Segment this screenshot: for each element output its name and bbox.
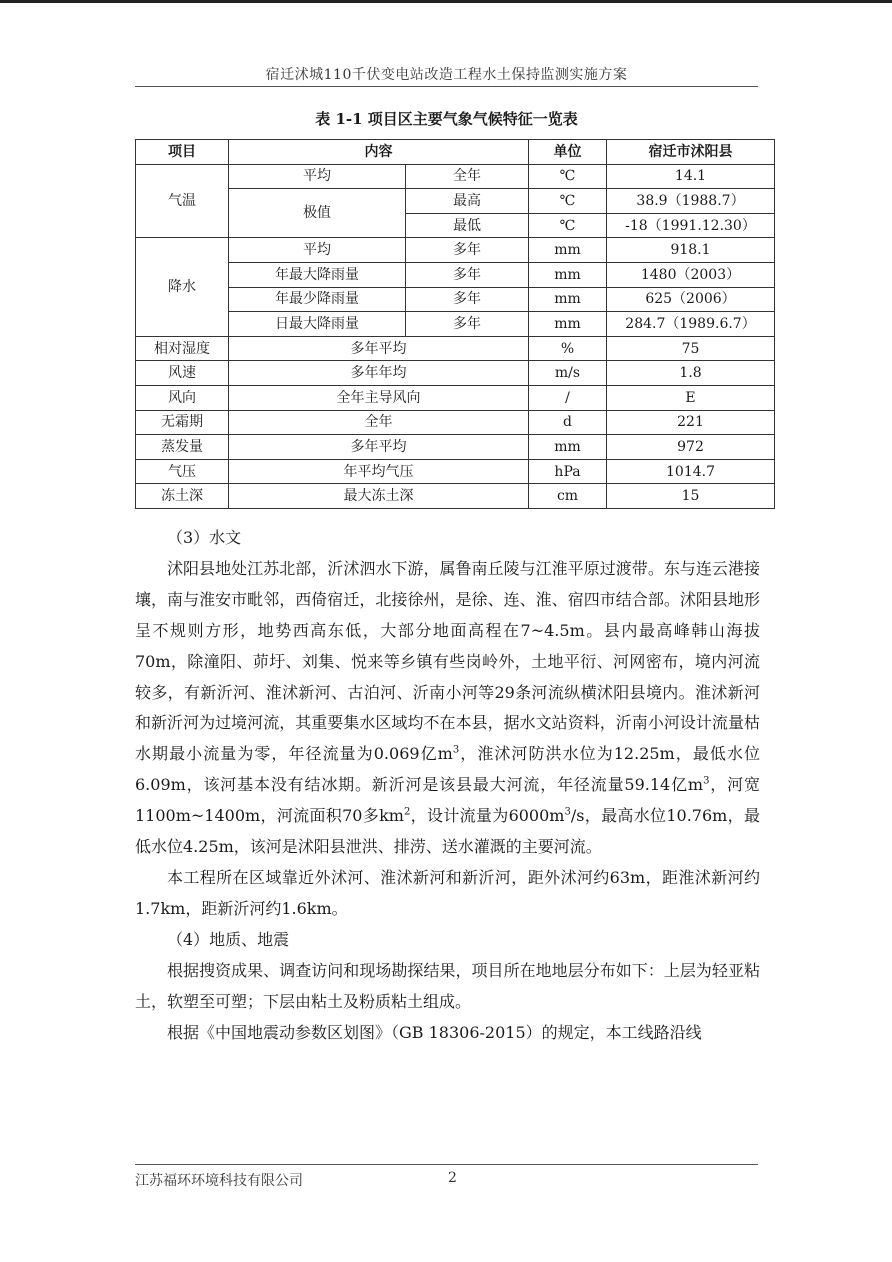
row-content: 全年 xyxy=(229,410,529,435)
precip-name: 年最大降雨量 xyxy=(229,262,406,287)
geology-heading: （4）地质、地震 xyxy=(167,929,290,949)
table-row xyxy=(136,312,775,337)
row-unit: cm xyxy=(529,484,607,509)
precip-unit: mm xyxy=(529,287,607,312)
header-location: 宿迁市沭阳县 xyxy=(607,140,775,165)
precip-name: 年最少降雨量 xyxy=(229,287,406,312)
precip-value: 284.7（1989.6.7） xyxy=(607,312,775,337)
row-unit: m/s xyxy=(529,361,607,386)
text-span: ，淮沭河防洪水位为12.25m，最低水位6.09m，该河基本没有结冰期。新沂河是该县最大河流，年径流量59.14亿m xyxy=(135,744,760,795)
row-item: 相对湿度 xyxy=(136,336,229,361)
table-row xyxy=(136,238,775,263)
table-row xyxy=(136,189,775,214)
precip-period: 多年 xyxy=(406,287,529,312)
precip-value: 1480（2003） xyxy=(607,262,775,287)
precip-unit: mm xyxy=(529,238,607,263)
row-content: 全年主导风向 xyxy=(229,385,529,410)
superscript: 3 xyxy=(564,806,571,818)
precip-value: 625（2006） xyxy=(607,287,775,312)
header-unit: 单位 xyxy=(529,140,607,165)
temperature-label: 气温 xyxy=(136,164,229,238)
hydrology-paragraph-2: 本工程所在区域靠近外沭河、淮沭新河和新沂河，距外沭河约63m，距淮沭新河约1.7km，距新沂河约1.6km。 xyxy=(135,867,760,918)
table-row xyxy=(136,435,775,460)
precipitation-label: 降水 xyxy=(136,238,229,336)
precip-unit: mm xyxy=(529,262,607,287)
top-border xyxy=(0,0,892,3)
precip-period: 多年 xyxy=(406,238,529,263)
row-value: 1.8 xyxy=(607,361,775,386)
header-content: 内容 xyxy=(229,140,529,165)
table-row xyxy=(136,484,775,509)
temp-min-value: -18（1991.12.30） xyxy=(607,213,775,238)
row-content: 多年年均 xyxy=(229,361,529,386)
temp-max-value: 38.9（1988.7） xyxy=(607,189,775,214)
row-value: E xyxy=(607,385,775,410)
hydrology-heading: （3）水文 xyxy=(167,528,242,547)
page-header: 宿迁沭城110千伏变电站改造工程水土保持监测实施方案 xyxy=(265,67,628,83)
superscript: 3 xyxy=(703,775,710,787)
temp-max-unit: ℃ xyxy=(529,189,607,214)
precip-name: 平均 xyxy=(229,238,406,263)
geology-paragraph: 根据搜资成果、调查访问和现场勘探结果，项目所在地地层分布如下：上层为轻亚粘土，软塑至可塑；下层由粘土及粉质粘土组成。 xyxy=(135,960,760,1011)
row-content: 多年平均 xyxy=(229,435,529,460)
footer-company: 江苏福环环境科技有限公司 xyxy=(135,1173,303,1189)
table-caption: 表 1-1 项目区主要气象气候特征一览表 xyxy=(315,110,578,128)
temp-min-unit: ℃ xyxy=(529,213,607,238)
row-content: 年平均气压 xyxy=(229,459,529,484)
footer-divider xyxy=(135,1164,758,1165)
precip-period: 多年 xyxy=(406,312,529,337)
text-span: ，河宽1100m~1400m，河流面积70多km xyxy=(135,775,760,826)
header-item: 项目 xyxy=(136,140,229,165)
temp-avg-period: 全年 xyxy=(406,164,529,189)
row-content: 最大冻土深 xyxy=(229,484,529,509)
geology-paragraph-2: 根据《中国地震动参数区划图》（GB 18306-2015）的规定，本工线路沿线 xyxy=(167,1022,702,1042)
text-span: ，设计流量为6000m xyxy=(410,806,565,826)
header-divider xyxy=(135,86,758,87)
row-item: 气压 xyxy=(136,459,229,484)
hydrology-paragraph xyxy=(135,554,760,863)
temp-extreme-label: 极值 xyxy=(229,189,406,238)
row-value: 75 xyxy=(607,336,775,361)
row-item: 冻土深 xyxy=(136,484,229,509)
row-unit: d xyxy=(529,410,607,435)
temp-avg-value: 14.1 xyxy=(607,164,775,189)
row-content: 多年平均 xyxy=(229,336,529,361)
temp-max-name: 最高 xyxy=(406,189,529,214)
row-item: 风向 xyxy=(136,385,229,410)
temp-avg-unit: ℃ xyxy=(529,164,607,189)
row-unit: / xyxy=(529,385,607,410)
temp-avg-name: 平均 xyxy=(229,164,406,189)
superscript: 2 xyxy=(403,806,411,818)
superscript: 3 xyxy=(452,745,460,757)
body-text xyxy=(135,523,760,1048)
table-row xyxy=(136,459,775,484)
table-row xyxy=(136,287,775,312)
table-row xyxy=(136,410,775,435)
table-row xyxy=(136,361,775,386)
table-row xyxy=(136,385,775,410)
climate-table xyxy=(135,139,775,509)
table-row xyxy=(136,164,775,189)
row-item: 风速 xyxy=(136,361,229,386)
row-item: 无霜期 xyxy=(136,410,229,435)
table-row xyxy=(136,262,775,287)
precip-value: 918.1 xyxy=(607,238,775,263)
text-span: /s，最高水位10.76m，最低水位4.25m，该河是沭阳县泄洪、排涝、送水灌溉的主要河流。 xyxy=(135,806,760,857)
table-row xyxy=(136,336,775,361)
row-item: 蒸发量 xyxy=(136,435,229,460)
table-header-row xyxy=(136,140,775,165)
text-span: 沭阳县地处江苏北部，沂沭泗水下游，属鲁南丘陵与江淮平原过渡带。东与连云港接壤，南与淮安市毗邻，西倚宿迁，北接徐州，是徐、连、淮、宿四市结合部。沭阳县地形呈不规则方形，地势西高东低，大部分地面高程在7~4.5m。县内最高峰韩山海拔70m，除潼阳、茆圩、刘集、悦来等乡镇有些岗岭外，土地平衍、河网密布，境内河流较多，有新沂河、淮沭新河、古泊河、沂南小河等29条河流纵横沭阳县境内。淮沭新河和新沂河为过境河流，其重要集水区域均不在本县，据水文站资料，沂南小河设计流量枯水期最小流量为零，年径流量为0.069亿m xyxy=(135,558,760,764)
row-unit: mm xyxy=(529,435,607,460)
row-value: 15 xyxy=(607,484,775,509)
precip-period: 多年 xyxy=(406,262,529,287)
row-unit: % xyxy=(529,336,607,361)
row-value: 1014.7 xyxy=(607,459,775,484)
precip-name: 日最大降雨量 xyxy=(229,312,406,337)
row-unit: hPa xyxy=(529,459,607,484)
temp-min-name: 最低 xyxy=(406,213,529,238)
row-value: 221 xyxy=(607,410,775,435)
page-number: 2 xyxy=(448,1170,457,1186)
row-value: 972 xyxy=(607,435,775,460)
precip-unit: mm xyxy=(529,312,607,337)
